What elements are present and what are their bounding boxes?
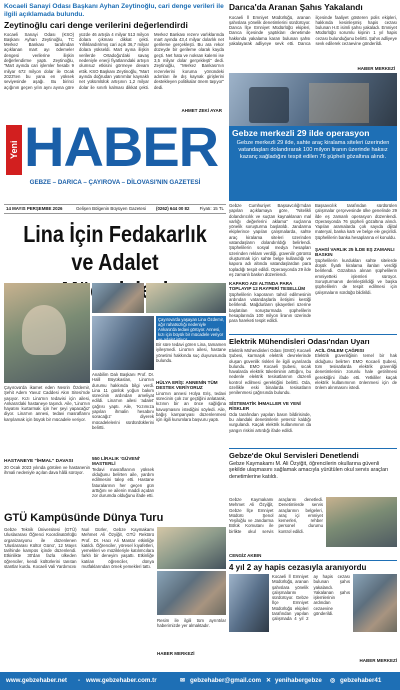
story-subhead: HASTANEYE "İHMAL" DAVASI: [4, 459, 74, 464]
story-body-2: Şüphelilerin kaporanın tahsil edilmesinin ardından vatandaşlarla iletişimi kestiği belirlendi. Mağdurların şikayetleri üzerine başlatılan soruşturmada şüphelilerin hesaplarında 100 milyon liranın üzerinde para hareketi tespit edildi.: [229, 291, 311, 324]
twitter-icon: ✕: [266, 677, 272, 684]
caption-text: Çayırova'da yaşayan Lina Özdemir, ağır rahatsızlığı nedeniyle Ankara'da tedavi görüyor. Annesi, kızı için büyük bir mücadele veriyor ve adalet istiyor.: [158, 317, 224, 342]
story-body: Elektrik Mühendisleri Odası (EMO) Kocaeli Şubesi, karmaşık elektrik devrelerinde oluşan güvenlik riskleri ile ilgili uyarılarda bulundu. EMO Kocaeli Şubesi, sıcak havalarda elektrik tüketiminin arttığını, bu nedenle elektrik tesisatlarının düzenli kontrol edilmesi gerektiğini belirtti. Oda, özellikle eski binalarda tesisatların yenilenmesi çağrısında bulundu.: [229, 348, 311, 396]
masthead-subtitle: GEBZE – DARICA – ÇAYIROVA – DİLOVASI'NIN GAZETESİ: [29, 179, 201, 186]
tagline: Gelişen Bölgenin Büyüyen Gazetesi: [76, 206, 147, 211]
headline-line-1: Lina İçin Fedakarlık: [23, 221, 207, 247]
footer-email[interactable]: gebzehaber@gmail.com: [190, 677, 262, 684]
hapis-story: [229, 560, 397, 665]
okul-story: [229, 448, 397, 558]
story-subhead-right: HÜLYA ERİŞ: ANNENİN TÜM DESTEK VERİYORUZ: [156, 380, 218, 391]
gtu-photo-2: [157, 571, 226, 615]
story-author: HABER MERKEZİ: [357, 66, 395, 71]
story-body: Gebze Teknik Üniversitesi (GTÜ) Uluslararası Öğrenci Koordinatörlüğü organizasyonu ile düzenlenen 'Uluslararası Kültür Günü', 12 Mayıs tarihinde kampüs içinde düzenlendi. Etkinlikte 30'dan fazla ülkeden öğrenciler, kendi kültürlerini tanıtan stantlar kurdu. Kocaeli Vali Yardımcısı Nuri Gürler, Gebze Kaymakamı Mehmet Ali Özyiğit, GTÜ Rektörü Prof. Dr. Hacı Ali Mantar etkinliğe katıldı. Öğrenciler, yöresel kıyafetleri, yemekleri ve müzikleriyle katılımcılara farklı bir deneyim yaşattı. Etkinliğe katılan öğrenciler, dünya mutfaklarından örnek yemekleri tattı.: [4, 527, 154, 570]
story-body: Kocaeli İl Emniyet Müdürlüğü, aranan şahıslara yönelik çalışmalarını sürdürüyor. Gebze İlçe Emniyet Müdürlüğü ekipleri tarafından yapılan çalışmada 4 yıl 2 ay hapis cezası bulunan şahıs yakalandı. Yakalanan şahıs işlemlerinin ardından cezaevine gönderildi.: [272, 574, 350, 622]
story-body: Gebze Kaymakamı Mehmet Ali Özyiğit, Gebze İlçe Emniyet Müdürü Şenol Yeşiloğlu ve Jandarma Bölük Komutanı ile birlikte okul servis araçlarını denetledi. Denetimlerde servis araçlarının belgeleri, araç içi emniyet kemerleri, rehber personel durumu kontrol edildi.: [229, 497, 323, 534]
story-subhead-2: ACİL ÖNLEM ÇAĞRISI: [315, 348, 364, 353]
story-body-right: Bir süre tedavi gören Lina, tamamen iyileşmedi. Lina'nın ailesi, hastane yönetimi hakkında suç duyurusunda bulundu.: [156, 342, 226, 363]
story-body: Kocaeli Sanayi Odası (KSO) Başkanı Ayhan Zeytinoğlu, TC Merkez Bankası tarafından açıklanan mart ayı ödemeler dengesi verilerine ilişkin değerlendirme yaptı. Zeytinoğlu, "Mart ayında cari işlemler hesabı 9 milyar 672 milyon dolar ile Ocak 2023'ten bu yana en yüksek seviyesinde aşağı. Bu birinci açığının geçen yılın aynı ayına göre yüzde 46 artışla 4 milyar 513 milyon dolara çıkması dikkat çekti. Yıllıklandırılmış cari açık 36,7 milyar dolara yükseldi. Mart ayına ilişkin verilerde Ortadoğu'daki savaş nedeniyle enerji fiyatlarındaki artışın olumsuz etkisini görmeye devam ettik. KSO Başkanı Zeytinoğlu, "Mart ayında doğrudan yatırımlar kaynaklı net yükümlülük artışının 1,2 milyar dolar ile sınırlı kalması dikkat çekti. Merkez Bankası rezerv varlıklarında mart ayında 43,4 milyar dolarlık net gerileme gerçekleşti. Bu ara rekor düzeyde bir gerileme olarak kayda geçti. Net hata ve noksan kalemi ise 3,5 milyar dolar gerçekleşti" dedi. Zeytinoğlu, "Merkez Bankası'nın rezervlerini koruma yönündeki adımları ile dış kaynak girişlerini destekleyen politikalar önem taşıyor" dedi.: [4, 31, 224, 90]
story-title: Elektrik Mühendisleri Odası'ndan Uyarı: [229, 337, 370, 346]
story-title: Gebze'de Okul Servisleri Denetlendi: [229, 451, 359, 460]
elektrik-story: [229, 334, 397, 446]
lina-photo-child: [146, 283, 226, 313]
story-subhead-right: ŞAHSİ VARLIK 25 İLDE EŞ ZAMANLI BASKIN: [315, 247, 395, 258]
lina-photo-hospital: [92, 283, 144, 313]
story-subhead: KAPARO ADI ALTINDA PARA TOPLAYIP 12 RAYPERİ TESELLÜM: [229, 281, 306, 292]
masthead-logo: HABER: [24, 115, 219, 178]
email-icon: ✉: [180, 677, 186, 684]
hapis-photo-2: [353, 574, 397, 632]
story-author: AHMET ZEKİ AYAR: [181, 108, 222, 113]
gebze-operation-photo: [229, 73, 397, 126]
footer-web-2[interactable]: www.gebzehaber.com.tr: [86, 677, 157, 684]
story-author: HABER MERKEZİ: [359, 658, 397, 663]
story-title: Zeytinoğlu cari denge verilerini değerlendirdi: [4, 19, 188, 30]
instagram-icon: ◎: [330, 677, 336, 684]
top-right-story: [229, 3, 397, 71]
story-lead: Gebze merkezli 29 ilde, sahte araç kiralama siteleri üzerinden vatandaşları dolandırarak 100 milyon liranın üzerinde haksız kazanç sağladığını tespit edilen 76 şüpheli gözaltına alındı.: [236, 140, 390, 160]
story-kicker: Kocaeli Sanayi Odası Başkanı Ayhan Zeytinoğlu, cari denge verileri ile ilgili açıklamada bulundu.: [4, 3, 224, 18]
footer-twitter[interactable]: yenihabergebze: [275, 677, 322, 684]
story-body-mid: Anabilim Dalı Başkanı Prof. Dr. Halil Büyükaslan, Lina'nın durumu hakkında bilgi verdi. Lina 11 günlük yoğun bakım sürecinin ardından ameliyat edildi. Lina'nın ailesi 'adalet' çağrısı yaptı. Aile, 'Kızımıza yapılan ihmalin hesabını soracağız' diyerek mücadelelerini sürdürdüklerini belirtti.: [92, 372, 154, 430]
story-body-right-2: Şüphelilerin kurdukları sahte sitelerde düşük fiyatlı kiralama ilanları verdiği belirlendi. Gözaltına alınan şüphelilerin emniyetteki işlemleri sürüyor. Soruşturmanın derinleştirildiği ve başka şüphelilerin de tespit edilmesi için çalışmaların sürdüğü bildirildi.: [315, 257, 397, 295]
okul-photo: [326, 497, 397, 547]
phone: (0262) 644 00 82: [156, 206, 190, 211]
gebze-operation-body: [229, 203, 397, 333]
hapis-photo-1: [229, 574, 269, 632]
story-body-mid-2: Tedavi masraflarının yüksek olduğunu belirten aile, yardım edilmesini talep etti. Hastane faturalarının her geçen gün arttığını ve ailenin maddi açıdan zor durumda olduğunu ifade etti.: [92, 466, 154, 499]
story-body: Gebze Cumhuriyet Başsavcılığı'ndan yapılan açıklamaya göre, "Nitelikli dolandırıcılık ve suçtan kaynaklanan mal varlığı değerlerini aklama" suçlarına yönelik soruşturma başlatıldı. Jandarma ekiplerince yapılan çalışmalarda, sahte araç kiralama siteleri üzerinden vatandaşların dolandırıldığı belirlendi. Şüphelilerin sosyal medya hesapları üzerinden reklam verdiği, güvenilir görüntü oluşturmak için sahte belge kullandığı ve kapora adı altında vatandaşlardan para topladığı tespit edildi. Operasyonda 29 ilde eş zamanlı baskın düzenlendi.: [229, 203, 311, 277]
story-title: Darıca'da Aranan Şahıs Yakalandı: [229, 2, 363, 12]
story-author: CENGİZ AKBIN: [229, 553, 262, 558]
story-subhead: SİSTEMATİK İHMALLER VE YENİ RİSKLER: [229, 401, 301, 412]
lina-right-column: [156, 342, 226, 510]
gtu-story: [4, 512, 226, 665]
date-bar: [4, 204, 226, 214]
story-body-right: Başsavcılık tarafından sürdürülen çalışmalar çerçevesinde ülke genelinde 29 ilde eş zamanlı operasyon düzenlendi. Operasyonda 76 şüpheli gözaltına alındı. Yapılan aramalarda çok sayıda dijital materyal, banka kartı ve belge ele geçirildi. Şüphelilerin banka hesaplarına el konuldu.: [315, 203, 397, 240]
lina-left-column: [4, 385, 90, 510]
footer-web-1[interactable]: www.gebzehaber.net: [6, 677, 67, 684]
lina-mid-column: [92, 372, 154, 510]
story-title: 4 yıl 2 ay hapis cezasıyla aranıyordu: [229, 563, 367, 572]
story-body-right-2: Lina'nın annesi Hülya Eriş, tedavi sürecinin çok zor geçtiğini anlatarak, kızının bir an önce sağlığına kavuşmasını istediğini söyledi. Aile, bağış kampanyası düzenlenmesi için ilgili kurumlara başvuru yaptı.: [156, 390, 226, 423]
story-lead: Gebze Kaymakamı M. Ali Özyiğit, öğrencilerin okullarına güvenli şekilde ulaşmasını sağlamak amacıyla yürütülen okul servis araçları denetimlerine katıldı.: [229, 461, 389, 480]
price: Fiyatı: 15 TL: [199, 206, 224, 211]
gtu-photo-1: [157, 527, 226, 569]
lina-photo-side: [92, 316, 154, 370]
masthead-yeni: Yeni: [6, 125, 22, 175]
story-body-2: Oda tarafından yapılan basın bildirisinde, bu alandaki denetimlerin yetersiz kaldığı vurgulandı. Kaçak elektrik kullanımının da yangın riskini artırdığı ifade edildi.: [229, 411, 311, 433]
gtu-caption: Resim ile ilgili tüm ayrıntılar haberimizde yer almaktadır.: [157, 618, 226, 629]
footer-instagram[interactable]: gebzehaber41: [340, 677, 382, 684]
headline-line-2: ve Adalet: [71, 249, 159, 275]
main-headline: [4, 220, 226, 280]
footer-bar: www.gebzehaber.net - www.gebzehaber.com.tr ✉ gebzehaber@gmail.com ✕ yenihabergebze ◎ gebzehaber41: [0, 672, 400, 690]
story-body: Kocaeli İl Emniyet Müdürlüğü, aranan şahıslara yönelik denetimlerini sürdürüyor. Darıca İlçe Emniyet Müdürlüğü ekipleri, Darıca ilçesinde yaptıkları denetimde hakkında yakalama kararı bulunan şahsı yakalayarak adliyeye sevk etti. Darıca ilçesinde faaliyet gösteren polis ekipleri, hakkında kesinleşmiş hapis cezası bulunan H.E isimli şahsı yakaladı. Emniyet Müdürlüğü sorumlu kişinin 1 yıl hapis cezası bulunduğunu belirtti. Şahıs adliyeye sevk edilerek cezaevine gönderildi.: [229, 14, 397, 46]
story-body: Çayırova'da ikamet eden Nesrin Özdemir, Şehit Adem Yavuz Caddesi Akın Sitesi'nde yaşıyor. Kızı Lina'nın tedavisi için ailesi, Ankara'daki hastaneye taşındı. Aile, 'Lina'nın hayatını kurtarmak için her şeyi yapacağız' diyor. Lina'nın annesi, tedavi masraflarını karşılamak için büyük bir mücadele veriyor.: [4, 385, 90, 422]
top-left-story: [4, 3, 224, 113]
gebze-operation-banner: [229, 126, 397, 201]
story-title: GTÜ Kampüsünde Dünya Turu: [4, 512, 164, 524]
story-author: HABER MERKEZİ: [157, 651, 195, 656]
story-title: Gebze merkezli 29 ilde operasyon: [232, 128, 370, 138]
story-body-right: Elektrik güvenliğinin temel bir hak olduğunu belirten EMO Kocaeli Şubesi, tüm tesisatlarda elektrik güvenliği denetimlerinin zorunlu hale getirilmesi gerektiğini ifade etti. Yetkililer kaçak elektrik kullanımının önlenmesi için de önlem alınmasını istedi.: [315, 353, 397, 391]
story-subhead-mid: 550 LİRALIK 'GÜVENİ' MASTERLİ: [92, 456, 141, 467]
story-body-2: 20 Ocak 2023 yılında görülen ve hastanenin ihmali nedeniyle açılan dava hâlâ sürüyor.: [4, 464, 90, 475]
masthead: [4, 115, 226, 203]
lina-photo-main: [4, 283, 90, 383]
lina-caption: [156, 316, 226, 340]
issue-date: 14 MAYIS PERŞEMBE 2026: [6, 206, 63, 211]
